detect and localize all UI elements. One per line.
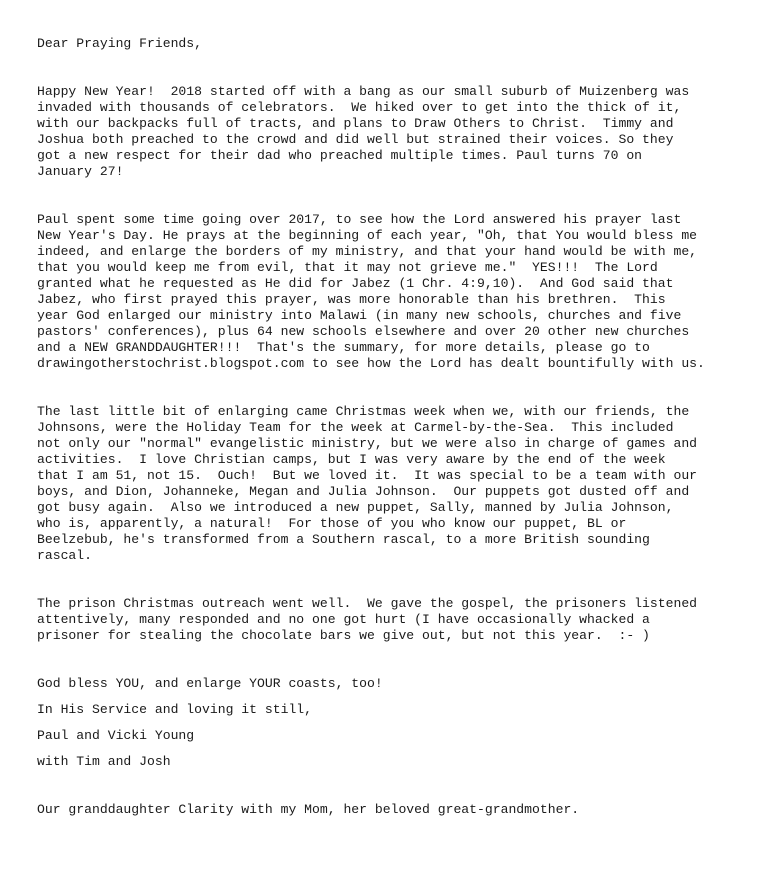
signature: Paul and Vicki Young: [37, 728, 195, 743]
paragraph-prison-outreach: [37, 596, 752, 644]
spacer: [37, 180, 752, 212]
text-line: indeed, and enlarge the borders of my ministry, and that your hand would be with me,: [37, 244, 698, 259]
spacer: [37, 718, 752, 728]
text-line: Paul spent some time going over 2017, to see how the Lord answered his prayer last: [37, 212, 682, 227]
spacer: [37, 564, 752, 596]
text-line: got a new respect for their dad who preached multiple times. Paul turns 70 on: [37, 148, 643, 163]
closing-service: In His Service and loving it still,: [37, 702, 313, 717]
text-line: rascal.: [37, 548, 93, 563]
text-line: The prison Christmas outreach went well. We gave the gospel, the prisoners listened: [37, 596, 698, 611]
paragraph-new-year: [37, 84, 752, 180]
text-line: Beelzebub, he's transformed from a Southern rascal, to a more British sounding: [37, 532, 650, 547]
text-line: New Year's Day. He prays at the beginning of each year, "Oh, that You would bless me: [37, 228, 698, 243]
text-line: granted what he requested as He did for Jabez (1 Chr. 4:9,10). And God said that: [37, 276, 674, 291]
text-line: who is, apparently, a natural! For those of you who know our puppet, BL or: [37, 516, 627, 531]
text-line: with our backpacks full of tracts, and plans to Draw Others to Christ. Timmy and: [37, 116, 674, 131]
paragraph-prayer: [37, 212, 752, 372]
text-line: Johnsons, were the Holiday Team for the week at Carmel-by-the-Sea. This included: [37, 420, 674, 435]
text-line: Happy New Year! 2018 started off with a bang as our small suburb of Muizenberg was: [37, 84, 690, 99]
spacer: [37, 744, 752, 754]
text-line: got busy again. Also we introduced a new puppet, Sally, manned by Julia Johnson,: [37, 500, 674, 515]
closing-with: with Tim and Josh: [37, 754, 171, 769]
text-line: January 27!: [37, 164, 124, 179]
text-line: year God enlarged our ministry into Malawi (in many new schools, churches and five: [37, 308, 682, 323]
text-line: and a NEW GRANDDAUGHTER!!! That's the summary, for more details, please go to: [37, 340, 650, 355]
text-line: invaded with thousands of celebrators. We hiked over to get into the thick of it,: [37, 100, 682, 115]
text-line: prisoner for stealing the chocolate bars we give out, but not this year. :- ): [37, 628, 650, 643]
text-line: Joshua both preached to the crowd and did well but strained their voices. So they: [37, 132, 674, 147]
salutation: Dear Praying Friends,: [37, 36, 203, 51]
letter-body: [37, 36, 752, 818]
spacer: [37, 770, 752, 802]
spacer: [37, 692, 752, 702]
spacer: [37, 52, 752, 84]
text-line: pastors' conferences), plus 64 new schools elsewhere and over 20 other new churches: [37, 324, 690, 339]
text-line: that you would keep me from evil, that it may not grieve me." YES!!! The Lord: [37, 260, 658, 275]
photo-caption: Our granddaughter Clarity with my Mom, her beloved great-grandmother.: [37, 802, 580, 817]
text-line: drawingotherstochrist.blogspot.com to see how the Lord has dealt bountifully with us.: [37, 356, 705, 371]
text-line: not only our "normal" evangelistic ministry, but we were also in charge of games and: [37, 436, 698, 451]
text-line: The last little bit of enlarging came Christmas week when we, with our friends, the: [37, 404, 690, 419]
closing-blessing: God bless YOU, and enlarge YOUR coasts, too!: [37, 676, 383, 691]
spacer: [37, 644, 752, 676]
spacer: [37, 372, 752, 404]
text-line: that I am 51, not 15. Ouch! But we loved it. It was special to be a team with our: [37, 468, 698, 483]
paragraph-christmas-week: [37, 404, 752, 564]
text-line: boys, and Dion, Johanneke, Megan and Julia Johnson. Our puppets got dusted off and: [37, 484, 690, 499]
text-line: activities. I love Christian camps, but I was very aware by the end of the week: [37, 452, 666, 467]
text-line: Jabez, who first prayed this prayer, was more honorable than his brethren. This: [37, 292, 666, 307]
text-line: attentively, many responded and no one got hurt (I have occasionally whacked a: [37, 612, 650, 627]
